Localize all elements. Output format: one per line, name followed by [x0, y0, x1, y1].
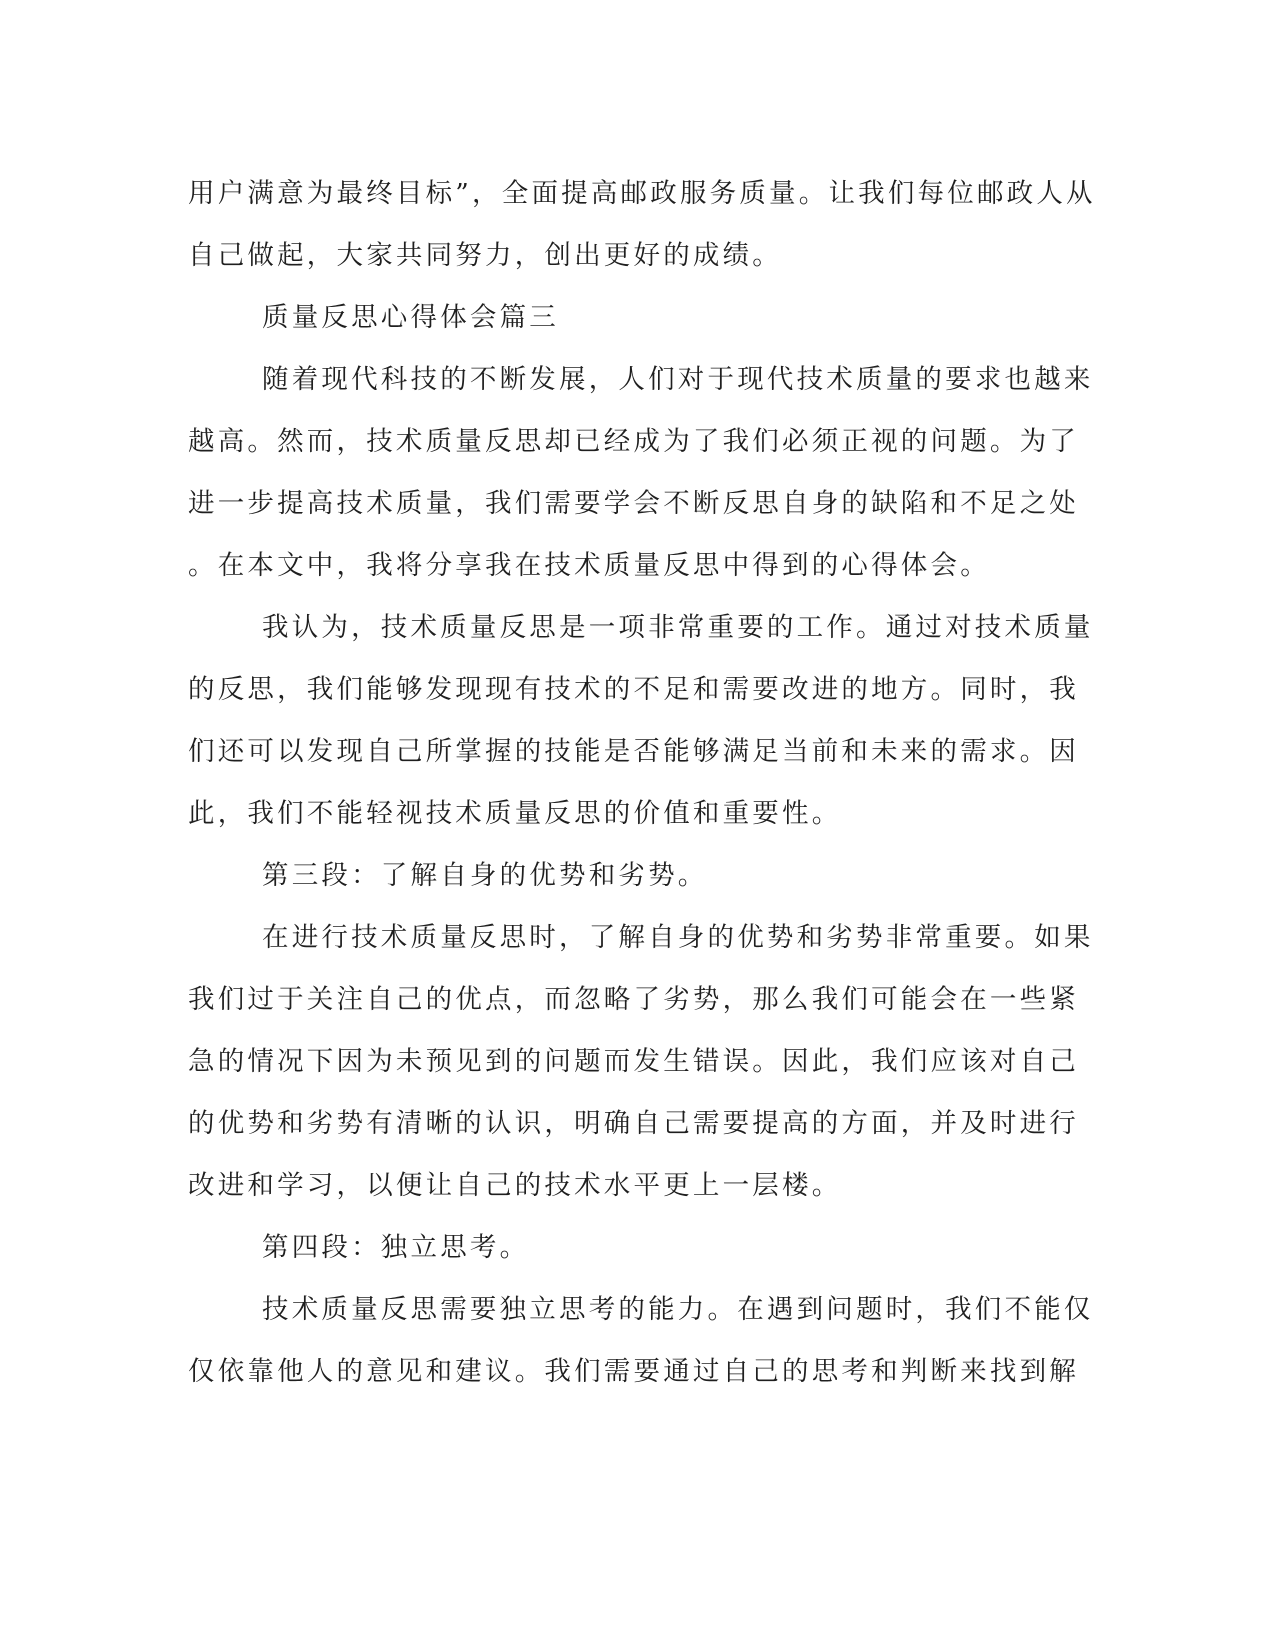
text-line: 急的情况下因为未预见到的问题而发生错误。因此，我们应该对自己 [188, 1046, 1079, 1077]
text-line: 此，我们不能轻视技术质量反思的价值和重要性。 [188, 798, 842, 829]
text-line: 的优势和劣势有清晰的认识，明确自己需要提高的方面，并及时进行 [188, 1108, 1079, 1139]
section-heading: 质量反思心得体会篇三 [262, 302, 559, 333]
text-line: 自己做起，大家共同努力，创出更好的成绩。 [188, 240, 782, 271]
text-line: 我认为，技术质量反思是一项非常重要的工作。通过对技术质量 [262, 612, 1094, 643]
text-line: 在进行技术质量反思时，了解自身的优势和劣势非常重要。如果 [262, 922, 1094, 953]
text-line: 我们过于关注自己的优点，而忽略了劣势，那么我们可能会在一些紧 [188, 984, 1079, 1015]
text-line: 的反思，我们能够发现现有技术的不足和需要改进的地方。同时，我 [188, 674, 1079, 705]
text-line: 改进和学习，以便让自己的技术水平更上一层楼。 [188, 1170, 842, 1201]
text-line: 。在本文中，我将分享我在技术质量反思中得到的心得体会。 [188, 550, 990, 581]
text-line: 用户满意为最终目标”，全面提高邮政服务质量。让我们每位邮政人从 [188, 178, 1096, 209]
section-heading: 第三段：了解自身的优势和劣势。 [262, 860, 708, 891]
document-body [188, 163, 1096, 1403]
text-line: 技术质量反思需要独立思考的能力。在遇到问题时，我们不能仅 [262, 1294, 1094, 1325]
text-line: 越高。然而，技术质量反思却已经成为了我们必须正视的问题。为了 [188, 426, 1079, 457]
section-heading: 第四段：独立思考。 [262, 1232, 530, 1263]
text-line: 仅依靠他人的意见和建议。我们需要通过自己的思考和判断来找到解 [188, 1356, 1079, 1387]
text-line: 们还可以发现自己所掌握的技能是否能够满足当前和未来的需求。因 [188, 736, 1079, 767]
text-line: 进一步提高技术质量，我们需要学会不断反思自身的缺陷和不足之处 [188, 488, 1079, 519]
text-line: 随着现代科技的不断发展，人们对于现代技术质量的要求也越来 [262, 364, 1094, 395]
